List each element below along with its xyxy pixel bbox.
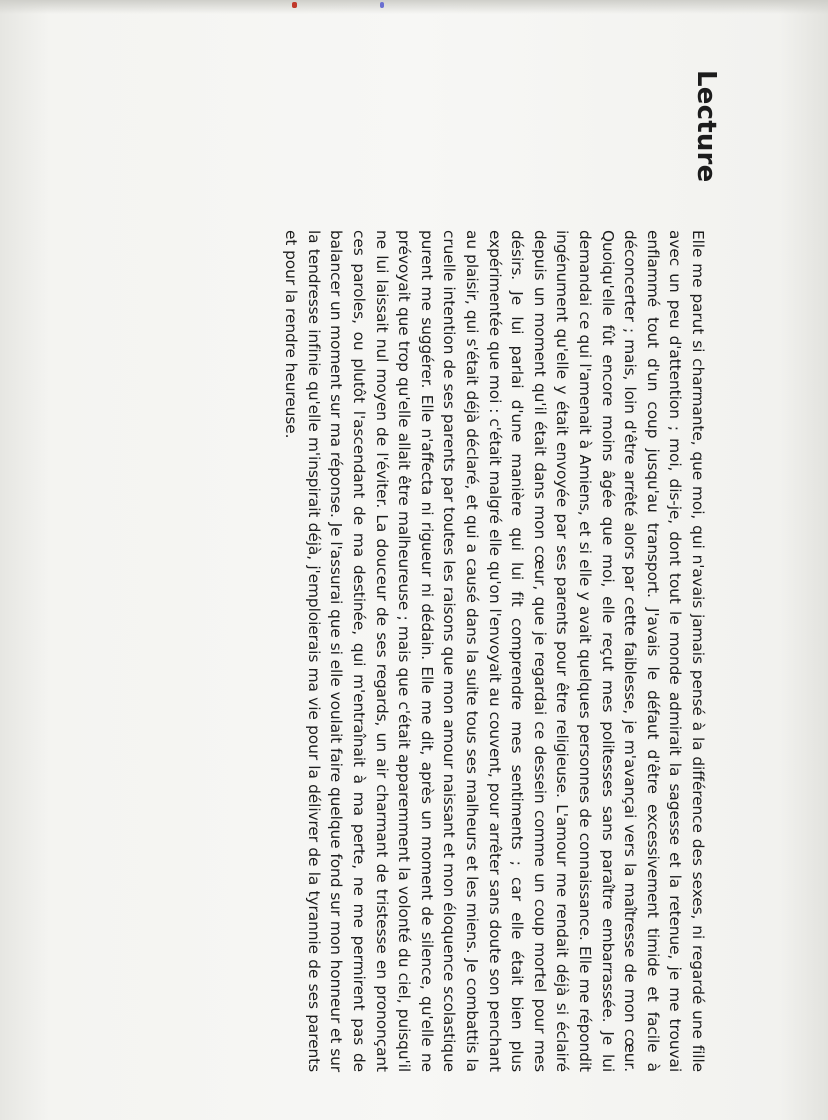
reading-paragraph: Elle me parut si charmante, que moi, qui n'avais jamais pensé à la différence des sexes, ni regardé une fille avec un peu d'attention ; moi, dis-je, dont tout le monde admirait la sagesse et la retenue, je me trouvai enflammé tout d'un coup jusqu'au transport. J'avais le défaut d'être excessivement timide et facile à déconcerter ; mais, loin d'être arrêté alors par cette faiblesse, je m'avançai vers la maîtresse de mon cœur. Quoiqu'elle fût encore moins âgée que moi, elle reçut mes politesses sans paraître embarrassée. Je lui demandai ce qui l'amenait à Amiens, et si elle y avait quelques personnes de connaissance. Elle me répondit ingénument qu'elle y était envoyée par ses parents pour être religieuse. L'amour me rendait déjà si éclairé depuis un moment qu'il était dans mon cœur, que je regardai ce dessein comme un coup mortel pour mes désirs. Je lui parlai d'une manière qui lui fit comprendre mes sentiments ; car elle était bien plus expérimentée que moi : c'était malgré elle qu'on l'envoyait au couvent, pour arrêter sans doute son penchant au plaisir, qui s'était déjà déclaré, et qui a causé dans la suite tous ses malheurs et les miens. Je combattis la cruelle intention de ses parents par toutes les raisons que mon amour naissant et mon éloquence scolastique purent me suggérer. Elle n'affecta ni rigueur ni dédain. Elle me dit, après un moment de silence, qu'elle ne prévoyait que trop qu'elle allait être malheureuse ; mais que c'était apparemment la volonté du ciel, puisqu'il ne lui laissait nul moyen de l'éviter. La douceur de ses regards, un air charmant de tristesse en prononçant ces paroles, ou plutôt l'ascendant de ma destinée, qui m'entraînait à ma perte, ne me permirent pas de balancer un moment sur ma réponse. Je l'assurai que si elle voulait faire quelque fond sur mon honneur et sur la tendresse infinie qu'elle m'inspirait déjà, j'emploierais ma vie pour la délivrer de la tyrannie de ses parents et pour la rendre heureuse.	[282, 230, 707, 1072]
page-title: Lecture	[691, 70, 721, 183]
blue-ink-mark	[380, 2, 384, 8]
red-ink-mark	[292, 2, 297, 8]
rotated-page-content	[74, 52, 729, 1092]
page-edge-shadow	[0, 0, 828, 14]
